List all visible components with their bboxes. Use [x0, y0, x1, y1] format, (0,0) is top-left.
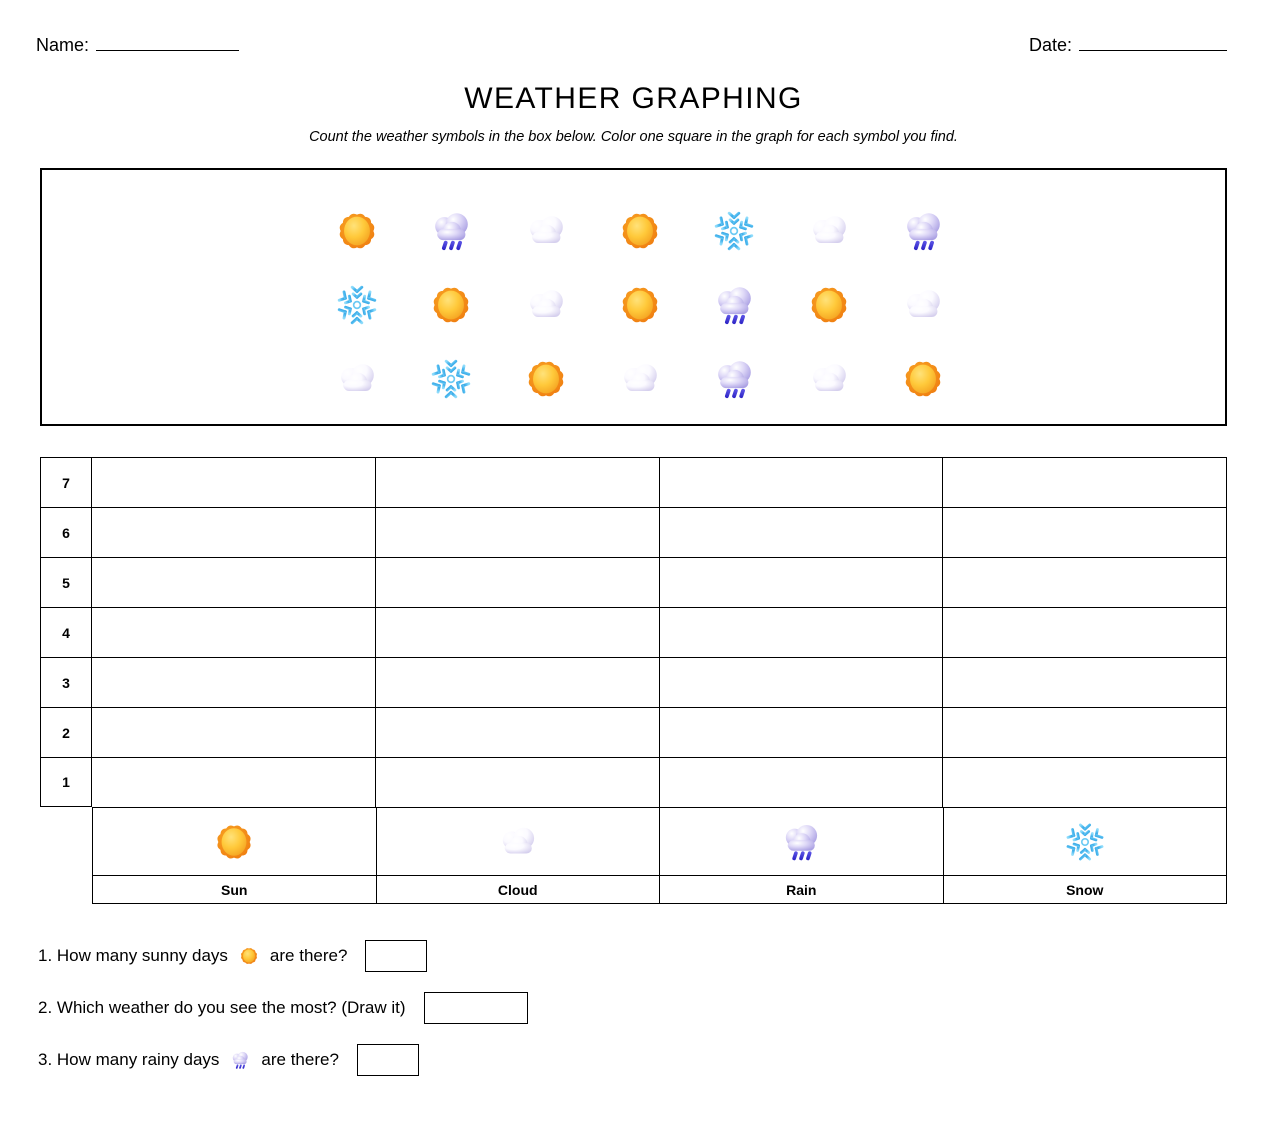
- graph-scale-label: 3: [40, 657, 92, 707]
- date-field-group: [1029, 34, 1227, 56]
- graph-square-snow[interactable]: [943, 557, 1227, 607]
- question-3: [38, 1042, 1138, 1078]
- weather-symbol-rain: [424, 204, 478, 258]
- graph-square-snow[interactable]: [943, 757, 1227, 807]
- graph-square-snow[interactable]: [943, 457, 1227, 507]
- graph-square-sun[interactable]: [92, 557, 376, 607]
- weather-symbol-sun: [896, 352, 950, 406]
- question-3-text: 3. How many rainy days: [38, 1050, 220, 1069]
- question-1-text: 1. How many sunny days: [38, 946, 228, 965]
- weather-symbol-rain: [896, 204, 950, 258]
- question-list: [38, 938, 1138, 1094]
- graph-axis-icon-cloud: [377, 807, 661, 875]
- graph-scale-label: 5: [40, 557, 92, 607]
- graph-square-sun[interactable]: [92, 657, 376, 707]
- cloud-icon: [805, 207, 853, 255]
- weather-symbol-rain: [707, 278, 761, 332]
- name-write-in-line[interactable]: [96, 34, 239, 51]
- sun-icon: [522, 355, 570, 403]
- sun-icon: [333, 207, 381, 255]
- cloud-icon: [616, 355, 664, 403]
- weather-symbol-box: [40, 168, 1227, 426]
- graph-square-rain[interactable]: [660, 457, 944, 507]
- rain-icon: [710, 281, 758, 329]
- graph-square-snow[interactable]: [943, 707, 1227, 757]
- graph-axis-label-rain: Rain: [660, 875, 944, 904]
- weather-symbol-sun: [613, 278, 667, 332]
- graph-axis-icon-snow: [944, 807, 1228, 875]
- weather-symbol-grid: [310, 194, 970, 416]
- weather-bar-graph: [40, 457, 1227, 904]
- worksheet-header: [0, 34, 1267, 62]
- rain-icon: [427, 207, 475, 255]
- sun-icon: [427, 281, 475, 329]
- graph-square-cloud[interactable]: [376, 707, 660, 757]
- graph-square-cloud[interactable]: [376, 457, 660, 507]
- graph-scale-row: [40, 457, 1227, 507]
- name-label: Name:: [36, 35, 90, 55]
- question-2-text: 2. Which weather do you see the most? (Draw it): [38, 998, 406, 1017]
- question-1-text-tail: are there?: [269, 946, 348, 965]
- sun-icon: [616, 281, 664, 329]
- weather-symbol-cloud: [613, 352, 667, 406]
- graph-axis-label-sun: Sun: [92, 875, 377, 904]
- cloud-icon: [805, 355, 853, 403]
- question-3-icon-holder: [227, 1049, 253, 1071]
- rain-icon: [899, 207, 947, 255]
- cloud-icon: [495, 819, 541, 865]
- graph-square-sun[interactable]: [92, 607, 376, 657]
- weather-symbol-snow: [707, 204, 761, 258]
- weather-symbol-sun: [519, 352, 573, 406]
- graph-square-sun[interactable]: [92, 457, 376, 507]
- graph-square-cloud[interactable]: [376, 657, 660, 707]
- graph-square-rain[interactable]: [660, 707, 944, 757]
- graph-square-snow[interactable]: [943, 657, 1227, 707]
- graph-axis-label-snow: Snow: [944, 875, 1228, 904]
- sun-icon: [805, 281, 853, 329]
- weather-symbol-sun: [613, 204, 667, 258]
- page-title: WEATHER GRAPHING: [464, 82, 803, 115]
- cloud-icon: [522, 281, 570, 329]
- rain-icon: [710, 355, 758, 403]
- snow-icon: [427, 355, 475, 403]
- cloud-icon: [522, 207, 570, 255]
- page-subtitle: Count the weather symbols in the box below. Color one square in the graph for each symbol you find.: [309, 129, 958, 145]
- graph-square-rain[interactable]: [660, 757, 944, 807]
- question-2-answer-box[interactable]: [424, 992, 528, 1024]
- snow-icon: [1062, 819, 1108, 865]
- weather-symbol-sun: [802, 278, 856, 332]
- weather-symbol-snow: [424, 352, 478, 406]
- graph-axis-icon-sun: [92, 807, 377, 875]
- graph-scale-label: 1: [40, 757, 92, 807]
- cloud-icon: [899, 281, 947, 329]
- question-1: [38, 938, 1138, 974]
- graph-square-snow[interactable]: [943, 607, 1227, 657]
- graph-scale-label: 7: [40, 457, 92, 507]
- graph-scale-label: 4: [40, 607, 92, 657]
- graph-scale-row: [40, 757, 1227, 807]
- graph-scale-row: [40, 557, 1227, 607]
- question-1-icon-holder: [236, 945, 262, 967]
- name-field-group: [36, 34, 239, 56]
- graph-square-snow[interactable]: [943, 507, 1227, 557]
- snow-icon: [710, 207, 758, 255]
- sun-icon: [899, 355, 947, 403]
- weather-symbol-cloud: [896, 278, 950, 332]
- graph-axis-label-cloud: Cloud: [377, 875, 661, 904]
- graph-square-rain[interactable]: [660, 557, 944, 607]
- graph-square-cloud[interactable]: [376, 507, 660, 557]
- question-3-text-tail: are there?: [261, 1050, 339, 1069]
- weather-symbol-snow: [330, 278, 384, 332]
- snow-icon: [333, 281, 381, 329]
- graph-square-sun[interactable]: [92, 757, 376, 807]
- rain-icon: [229, 1049, 251, 1071]
- sun-icon: [616, 207, 664, 255]
- rain-icon: [778, 819, 824, 865]
- graph-scale-row: [40, 507, 1227, 557]
- graph-square-sun[interactable]: [92, 507, 376, 557]
- sun-icon: [211, 819, 257, 865]
- weather-symbol-sun: [330, 204, 384, 258]
- graph-square-sun[interactable]: [92, 707, 376, 757]
- graph-scale-row: [40, 607, 1227, 657]
- graph-scale-row: [40, 707, 1227, 757]
- weather-symbol-rain: [707, 352, 761, 406]
- weather-symbol-cloud: [802, 204, 856, 258]
- weather-symbol-cloud: [519, 278, 573, 332]
- graph-square-cloud[interactable]: [376, 607, 660, 657]
- graph-square-rain[interactable]: [660, 507, 944, 557]
- question-2: [38, 990, 1138, 1026]
- question-1-answer-box[interactable]: [365, 940, 427, 972]
- graph-scale-row: [40, 657, 1227, 707]
- question-3-answer-box[interactable]: [357, 1044, 419, 1076]
- weather-symbol-cloud: [802, 352, 856, 406]
- weather-symbol-sun: [424, 278, 478, 332]
- graph-square-cloud[interactable]: [376, 557, 660, 607]
- graph-axis-icon-rain: [660, 807, 944, 875]
- sun-icon: [238, 945, 260, 967]
- graph-square-cloud[interactable]: [376, 757, 660, 807]
- graph-label-row: [92, 875, 1227, 904]
- weather-symbol-cloud: [519, 204, 573, 258]
- date-write-in-line[interactable]: [1079, 34, 1227, 51]
- graph-square-rain[interactable]: [660, 607, 944, 657]
- cloud-icon: [333, 355, 381, 403]
- graph-icon-row: [92, 807, 1227, 875]
- graph-square-rain[interactable]: [660, 657, 944, 707]
- graph-scale-label: 6: [40, 507, 92, 557]
- weather-symbol-cloud: [330, 352, 384, 406]
- graph-scale-label: 2: [40, 707, 92, 757]
- date-label: Date:: [1028, 35, 1072, 55]
